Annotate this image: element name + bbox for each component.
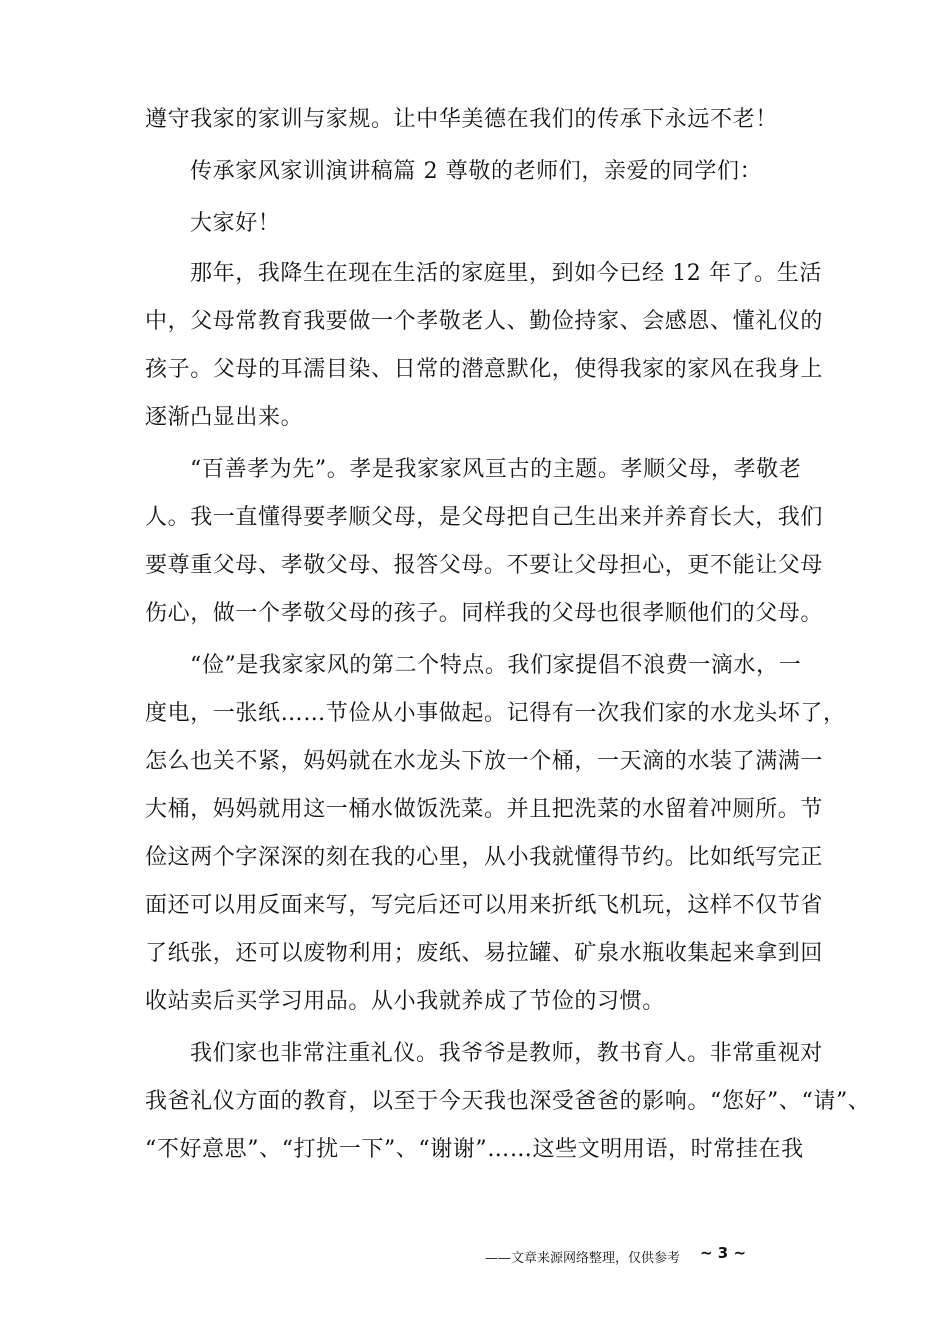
- text-line: “不好意思”、“打扰一下”、“谢谢”……这些文明用语，时常挂在我: [145, 1137, 804, 1162]
- text-line: 逐渐凸显出来。: [145, 405, 304, 430]
- source-note: ——文章来源网络整理，仅供参考: [485, 1251, 681, 1266]
- text-line: 人。我一直懂得要孝顺父母，是父母把自己生出来并养育长大，我们: [145, 505, 824, 530]
- text-line: 收站卖后买学习用品。从小我就养成了节俭的习惯。: [145, 989, 665, 1014]
- text-line: 俭这两个字深深的刻在我的心里，从小我就懂得节约。比如纸写完正: [145, 845, 824, 870]
- text-line: 怎么也关不紧，妈妈就在水龙头下放一个桶，一天滴的水装了满满一: [145, 749, 824, 774]
- text-line: 了纸张，还可以废物利用；废纸、易拉罐、矿泉水瓶收集起来拿到回: [145, 941, 824, 966]
- text-line: 传承家风家训演讲稿篇 2 尊敬的老师们，亲爱的同学们：: [190, 159, 763, 184]
- text-line: 中，父母常教育我要做一个孝敬老人、勤俭持家、会感恩、懂礼仪的: [145, 309, 824, 334]
- text-line: “百善孝为先”。孝是我家家风亘古的主题。孝顺父母，孝敬老: [190, 457, 802, 482]
- text-line: 面还可以用反面来写，写完后还可以用来折纸飞机玩，这样不仅节省: [145, 893, 824, 918]
- text-line: 那年，我降生在现在生活的家庭里，到如今已经 12 年了。生活: [190, 261, 822, 286]
- text-line: 遵守我家的家训与家规。让中华美德在我们的传承下永远不老！: [145, 107, 778, 132]
- text-line: 度电，一张纸……节俭从小事做起。记得有一次我们家的水龙头坏了，: [145, 701, 846, 726]
- text-line: 我爸礼仪方面的教育，以至于今天我也深受爸爸的影响。“您好”、“请”、: [145, 1089, 871, 1114]
- text-line: 伤心，做一个孝敬父母的孩子。同样我的父母也很孝顺他们的父母。: [145, 601, 824, 626]
- text-line: 孩子。父母的耳濡目染、日常的潜意默化，使得我家的家风在我身上: [145, 357, 824, 382]
- text-line: 大家好！: [190, 211, 281, 236]
- text-line: 大桶，妈妈就用这一桶水做饭洗菜。并且把洗菜的水留着冲厕所。节: [145, 797, 824, 822]
- text-line: 要尊重父母、孝敬父母、报答父母。不要让父母担心，更不能让父母: [145, 553, 824, 578]
- text-line: 我们家也非常注重礼仪。我爷爷是教师，教书育人。非常重视对: [190, 1041, 823, 1066]
- page-number: ~ 3 ~: [700, 1244, 747, 1262]
- text-line: “俭”是我家家风的第二个特点。我们家提倡不浪费一滴水，一: [190, 653, 802, 678]
